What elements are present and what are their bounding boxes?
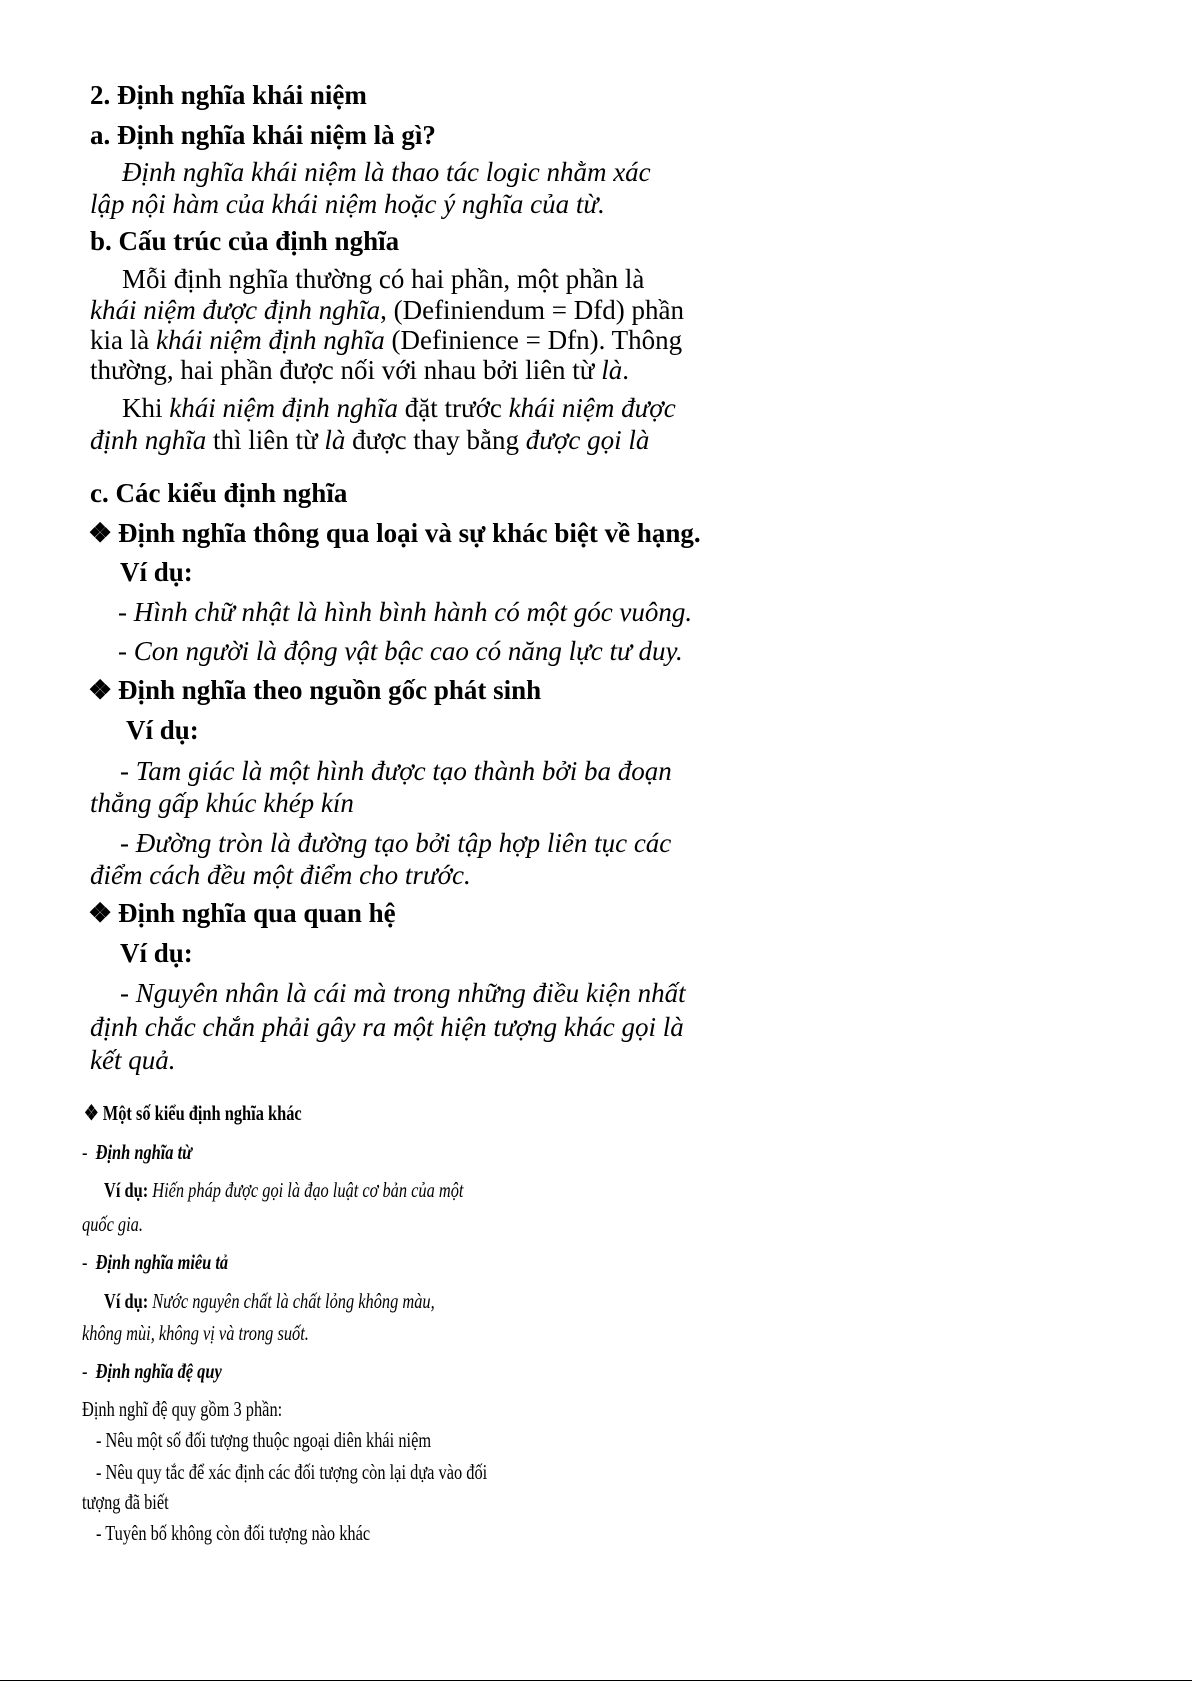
subheading-b: b. Cấu trúc của định nghĩa bbox=[90, 226, 400, 256]
structure-line-4 bbox=[90, 355, 629, 386]
other-type-description-title: Định nghĩa miêu tả bbox=[95, 1250, 229, 1274]
text-fragment: Khi bbox=[122, 393, 170, 423]
term-fragment: định nghĩa bbox=[90, 425, 207, 455]
other-type-recursive-title: Định nghĩa đệ quy bbox=[95, 1359, 222, 1383]
other-type-word bbox=[82, 1140, 192, 1164]
text-fragment: thường, hai phần được nối với nhau bởi liên từ bbox=[90, 355, 602, 385]
definition-line-2: lập nội hàm của khái niệm hoặc ý nghĩa của từ. bbox=[90, 189, 605, 219]
example-line: - Con người là động vật bậc cao có năng lực tư duy. bbox=[118, 636, 683, 666]
example-line: định chắc chắn phải gây ra một hiện tượng khác gọi là bbox=[90, 1012, 684, 1042]
example-line: - Hình chữ nhật là hình bình hành có một góc vuông. bbox=[118, 597, 693, 627]
term-fragment: khái niệm được bbox=[508, 393, 676, 423]
other-types-title-text: Một số kiểu định nghĩa khác bbox=[102, 1101, 302, 1125]
example-label: Ví dụ: bbox=[104, 1178, 149, 1202]
example-label: Ví dụ: bbox=[104, 1289, 149, 1313]
recursive-item: - Nêu một số đối tượng thuộc ngoại diên khái niệm bbox=[96, 1428, 432, 1452]
text-fragment: được thay bằng bbox=[345, 425, 526, 455]
subheading-c: c. Các kiểu định nghĩa bbox=[90, 478, 348, 508]
example-label: Ví dụ: bbox=[126, 715, 199, 745]
diamond-bullet-icon: ❖ bbox=[88, 518, 113, 548]
structure-line-3 bbox=[90, 325, 682, 356]
text-fragment: đặt trước bbox=[397, 393, 509, 423]
term-fragment: là bbox=[324, 425, 346, 455]
structure-line-1: Mỗi định nghĩa thường có hai phần, một phần là bbox=[122, 264, 645, 294]
diamond-bullet-icon: ❖ bbox=[88, 898, 113, 928]
term-la: là bbox=[601, 355, 623, 385]
text-fragment: thì liên từ bbox=[206, 425, 325, 455]
text-fragment: (Definience = Dfn). Thông bbox=[384, 325, 683, 355]
dash: - bbox=[82, 1359, 88, 1383]
term-fragment: được gọi là bbox=[525, 425, 650, 455]
recursive-item: - Tuyên bố không còn đối tượng nào khác bbox=[96, 1521, 371, 1545]
example-label: Ví dụ: bbox=[120, 938, 193, 968]
example-line: - Nguyên nhân là cái mà trong những điều kiện nhất bbox=[120, 978, 686, 1008]
definition-line-1: Định nghĩa khái niệm là thao tác logic nhằm xác bbox=[122, 157, 651, 187]
example-line: - Tam giác là một hình được tạo thành bởi ba đoạn bbox=[120, 756, 672, 786]
text-fragment: kia là bbox=[90, 325, 156, 355]
example-line: điểm cách đều một điểm cho trước. bbox=[90, 860, 471, 890]
type-3-title-text: Định nghĩa qua quan hệ bbox=[118, 898, 396, 928]
other-type-recursive bbox=[82, 1359, 222, 1383]
term-definiendum: khái niệm được định nghĩa bbox=[90, 295, 381, 325]
type-2-title-text: Định nghĩa theo nguồn gốc phát sinh bbox=[118, 675, 542, 705]
other-type-description bbox=[82, 1250, 228, 1274]
recursive-item: tượng đã biết bbox=[82, 1490, 169, 1514]
type-3-title bbox=[88, 898, 396, 929]
type-1-title bbox=[88, 518, 701, 549]
example-line: - Đường tròn là đường tạo bởi tập hợp liên tục các bbox=[120, 828, 672, 858]
example-line: không mùi, không vị và trong suốt. bbox=[82, 1321, 309, 1345]
term-fragment: khái niệm định nghĩa bbox=[169, 393, 398, 423]
example-line: kết quả. bbox=[90, 1045, 176, 1075]
dash: - bbox=[82, 1250, 88, 1274]
bottom-rule bbox=[0, 1680, 1192, 1681]
example-line: thẳng gấp khúc khép kín bbox=[90, 788, 354, 818]
example-text: Nước nguyên chất là chất lỏng không màu, bbox=[148, 1289, 435, 1313]
other-types-title bbox=[84, 1101, 302, 1125]
type-1-title-text: Định nghĩa thông qua loại và sự khác biệt về hạng. bbox=[118, 518, 701, 548]
structure-line-6 bbox=[90, 425, 649, 456]
example-label: Ví dụ: bbox=[120, 557, 193, 587]
dash: - bbox=[82, 1140, 88, 1164]
example-line bbox=[104, 1289, 435, 1313]
diamond-bullet-icon: ❖ bbox=[84, 1101, 99, 1125]
section-heading: 2. Định nghĩa khái niệm bbox=[90, 80, 367, 110]
term-definience: khái niệm định nghĩa bbox=[155, 325, 385, 355]
structure-line-5 bbox=[122, 393, 676, 424]
text-fragment: , (Definiendum = Dfd) phần bbox=[380, 295, 684, 325]
subheading-a: a. Định nghĩa khái niệm là gì? bbox=[90, 120, 436, 150]
text-fragment: . bbox=[622, 355, 629, 385]
structure-line-2 bbox=[90, 295, 684, 326]
example-text: Hiến pháp được gọi là đạo luật cơ bản của một bbox=[148, 1178, 464, 1202]
example-line: quốc gia. bbox=[82, 1212, 143, 1236]
example-line bbox=[104, 1178, 463, 1202]
other-type-word-title: Định nghĩa từ bbox=[95, 1140, 192, 1164]
recursive-intro: Định nghĩ đệ quy gồm 3 phần: bbox=[82, 1397, 283, 1421]
recursive-item: - Nêu quy tắc để xác định các đối tượng còn lại dựa vào đối bbox=[96, 1460, 488, 1484]
diamond-bullet-icon: ❖ bbox=[88, 675, 113, 705]
type-2-title bbox=[88, 675, 541, 706]
